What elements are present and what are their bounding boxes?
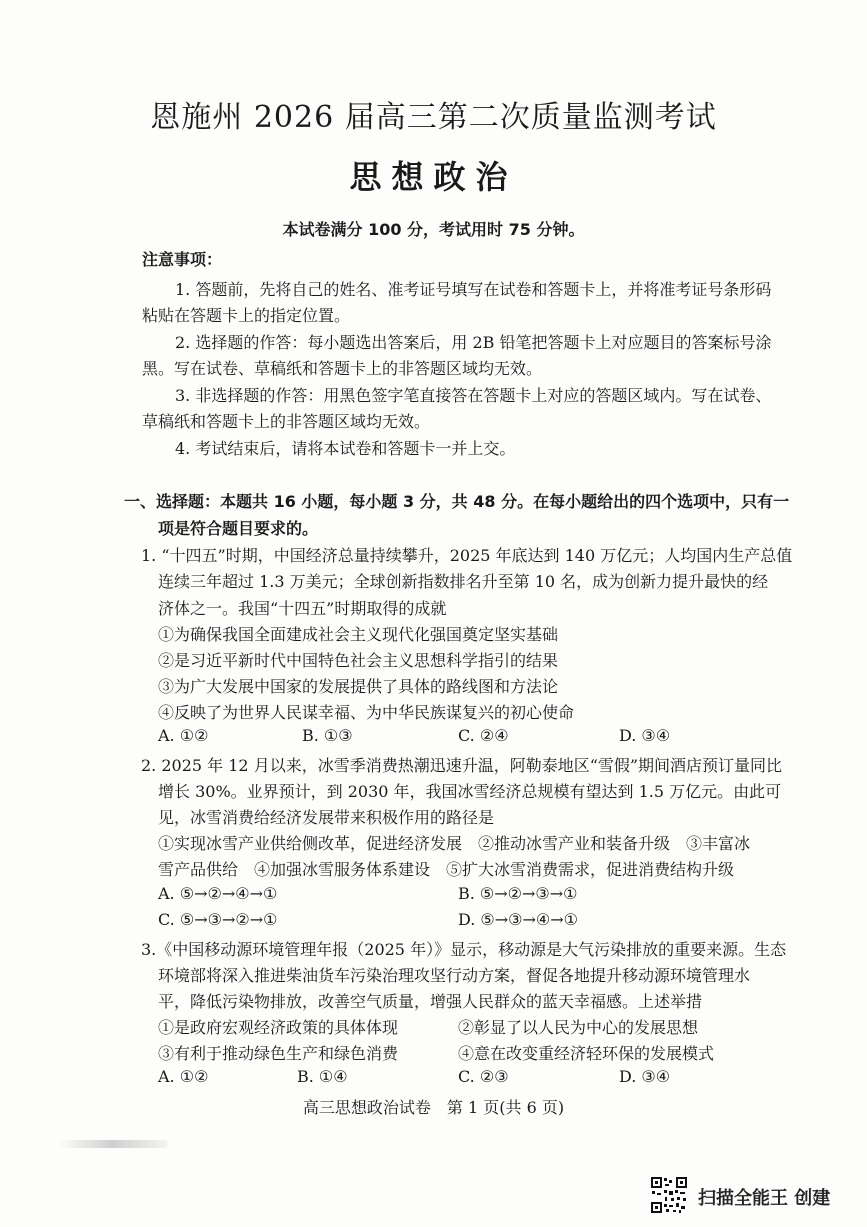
q3-item: ④意在改变重经济轻环保的发展模式 [458,1044,715,1063]
q1-item: ④反映了为世界人民谋幸福、为中华民族谋复兴的初心使命 [158,703,575,722]
scan-smudge [58,1140,168,1148]
q2-option-b: B. ⑤→②→③→① [458,884,578,903]
q3-item: ①是政府宏观经济政策的具体体现 [158,1018,399,1037]
q3-option-d: D. ③④ [619,1067,671,1086]
q1-option-d: D. ③④ [619,726,671,745]
q2-item-line: ①实现冰雪产业供给侧改革，促进经济发展 ②推动冰雪产业和装备升级 ③丰富冰 [158,834,751,853]
exam-info: 本试卷满分 100 分，考试用时 75 分钟。 [282,220,585,239]
notice-line: 2. 选择题的作答：每小题选出答案后，用 2B 铅笔把答题卡上对应题目的答案标号涂 [175,333,772,352]
section-heading-cont: 项是符合题目要求的。 [158,519,319,538]
q1-item: ②是习近平新时代中国特色社会主义思想科学指引的结果 [158,651,559,670]
q3-item: ②彰显了以人民为中心的发展思想 [458,1018,699,1037]
q1-option-b: B. ①③ [302,726,353,745]
exam-title: 恩施州 2026 届高三第二次质量监测考试 [150,100,717,135]
subject-title: 思想政治 [349,158,518,196]
q3-option-a: A. ①② [158,1067,209,1086]
notice-line: 3. 非选择题的作答：用黑色签字笔直接答在答题卡上对应的答题区域内。写在试卷、 [175,386,772,405]
q3-stem-line: 3.《中国移动源环境管理年报（2025 年）》显示，移动源是大气污染排放的重要来源。生态 [141,940,787,959]
q2-stem-line: 2. 2025 年 12 月以来，冰雪季消费热潮迅速升温，阿勒泰地区“雪假”期间酒店预订量同比 [141,756,783,775]
q3-stem-line: 环境部将深入推进柴油货车污染治理攻坚行动方案，督促各地提升移动源环境管理水 [158,966,751,985]
q2-option-c: C. ⑤→③→②→① [158,910,278,929]
q3-option-c: C. ②③ [458,1067,509,1086]
q1-item: ③为广大发展中国家的发展提供了具体的路线图和方法论 [158,677,559,696]
q3-option-b: B. ①④ [297,1067,348,1086]
section-heading: 一、选择题：本题共 16 小题，每小题 3 分，共 48 分。在每小题给出的四个选项中，只有一 [124,492,790,511]
q1-option-c: C. ②④ [458,726,509,745]
q3-item: ③有利于推动绿色生产和绿色消费 [158,1044,399,1063]
q2-option-a: A. ⑤→②→④→① [158,884,278,903]
notice-heading: 注意事项： [142,250,223,269]
q1-stem-line: 1. “十四五”时期，中国经济总量持续攀升，2025 年底达到 140 万亿元；人均国内生产总值 [141,546,793,565]
page-footer: 高三思想政治试卷 第 1 页(共 6 页) [302,1098,565,1117]
watermark-text: 扫描全能王 创建 [698,1188,831,1209]
scanner-watermark [650,1176,860,1216]
notice-line: 草稿纸和答题卡上的非答题区域均无效。 [142,412,431,431]
notice-line: 4. 考试结束后，请将本试卷和答题卡一并上交。 [175,439,516,458]
q2-stem-line: 增长 30%。业界预计，到 2030 年，我国冰雪经济总规模有望达到 1.5 万亿元。由此可 [158,782,782,801]
notice-line: 1. 答题前，先将自己的姓名、准考证号填写在试卷和答题卡上，并将准考证号条形码 [175,280,772,299]
q2-stem-line: 见，冰雪消费给经济发展带来积极作用的路径是 [158,808,495,827]
q1-stem-line: 连续三年超过 1.3 万美元；全球创新指数排名升至第 10 名，成为创新力提升最快的经 [158,572,769,591]
q2-item-line: 雪产品供给 ④加强冰雪服务体系建设 ⑤扩大冰雪消费需求，促进消费结构升级 [158,860,735,879]
q1-stem-line: 济体之一。我国“十四五”时期取得的成就 [158,599,447,618]
q2-option-d: D. ⑤→③→④→① [458,910,579,929]
q1-option-a: A. ①② [158,726,209,745]
q1-item: ①为确保我国全面建成社会主义现代化强国奠定坚实基础 [158,625,559,644]
qr-code-icon [650,1176,688,1214]
q3-stem-line: 平，降低污染物排放，改善空气质量，增强人民群众的蓝天幸福感。上述举措 [158,992,703,1011]
notice-line: 粘贴在答题卡上的指定位置。 [142,306,351,325]
notice-line: 黑。写在试卷、草稿纸和答题卡上的非答题区域均无效。 [142,359,543,378]
